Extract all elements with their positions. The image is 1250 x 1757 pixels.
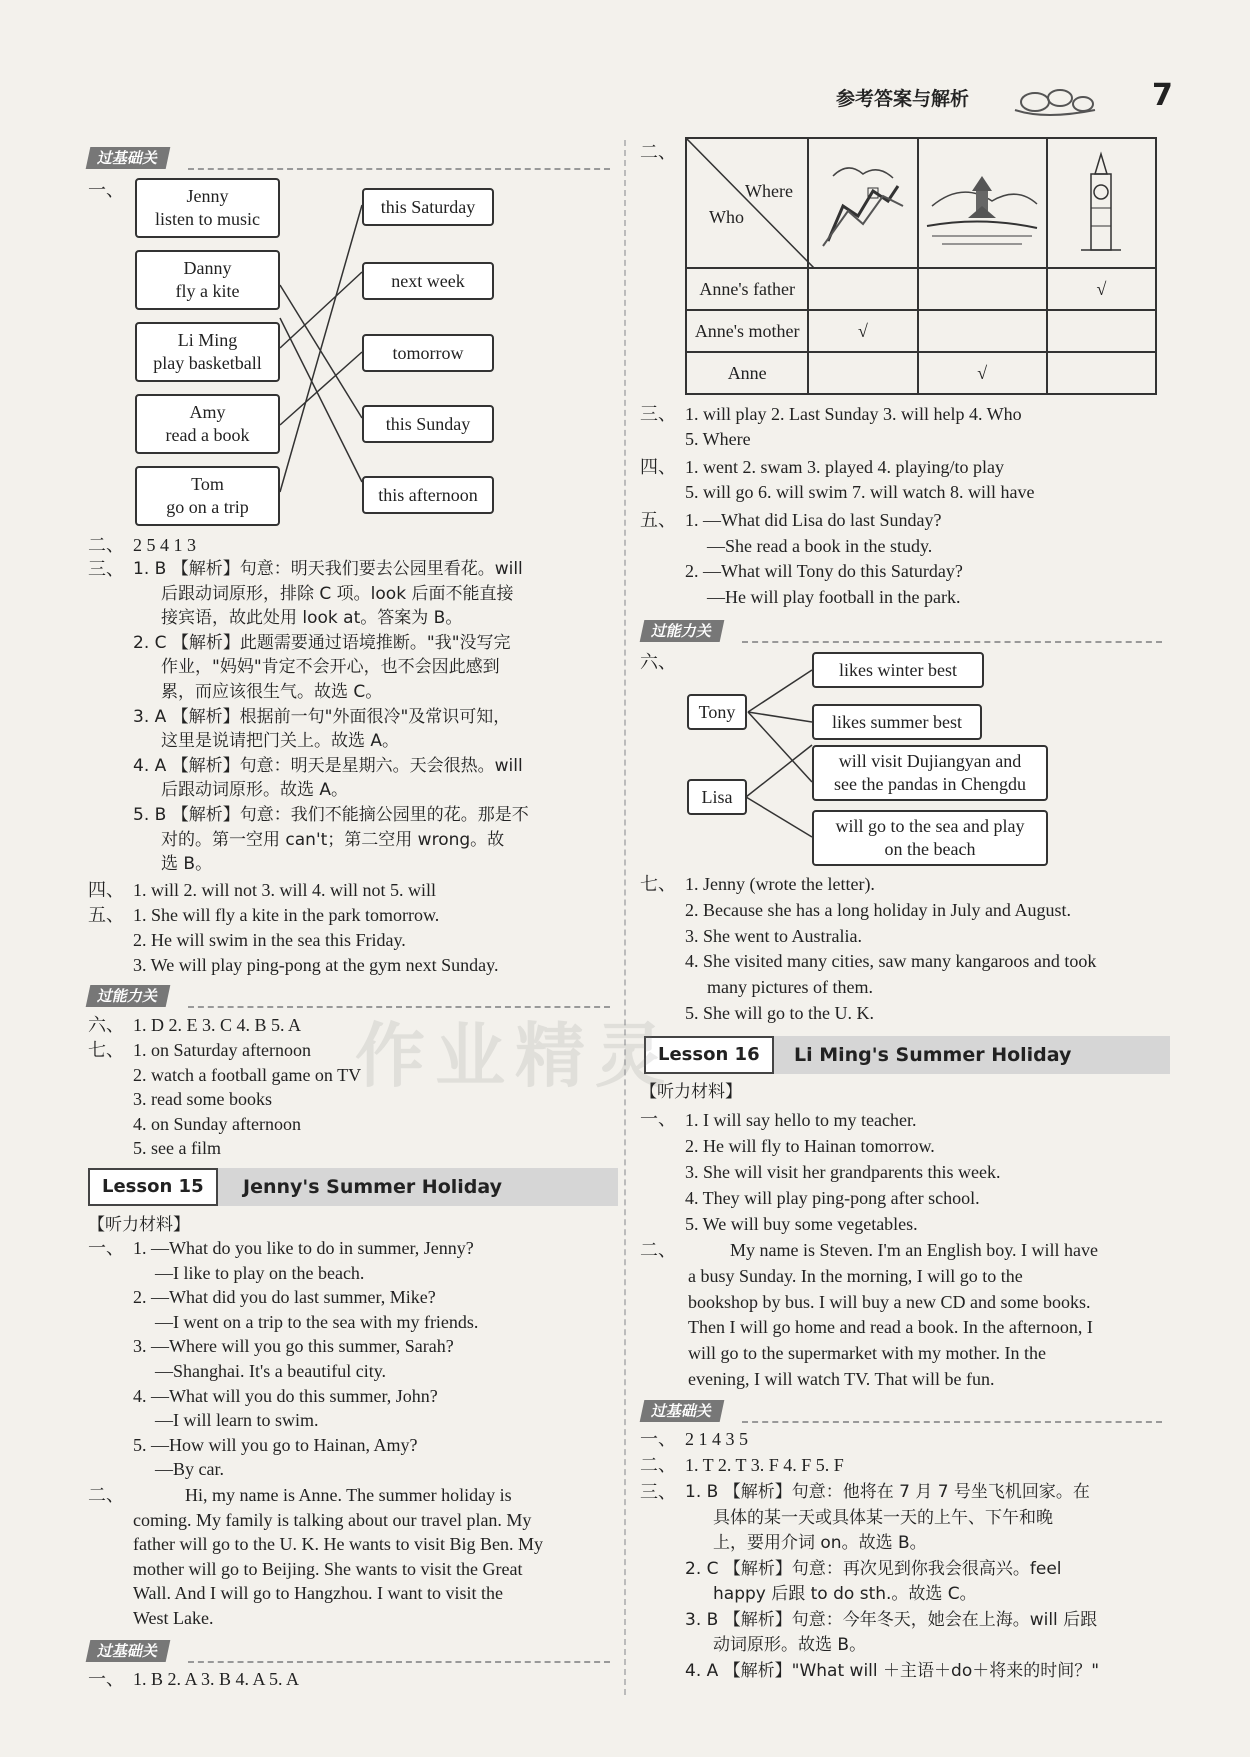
l16-line: 3. She will visit her grandparents this week. bbox=[685, 1162, 1001, 1182]
l15-ans1-number: 一、 bbox=[88, 1669, 124, 1689]
l16-a3-line: 动词原形。故选 B。 bbox=[713, 1635, 867, 1655]
time-box: this Saturday bbox=[362, 188, 494, 226]
q3-line: 这里是说请把门关上。故选 A。 bbox=[161, 731, 400, 752]
r-q7-block bbox=[685, 872, 1096, 1027]
passage-line: My name is Steven. I'm an English boy. I will have bbox=[730, 1240, 1099, 1260]
dialog-line: 2. —What did you do last summer, Mike? bbox=[133, 1287, 436, 1308]
check-cell: √ bbox=[1047, 268, 1156, 310]
q2-number: 二、 bbox=[88, 535, 124, 555]
q3-line: 1. B 【解析】句意：明天我们要去公园里看花。will bbox=[133, 559, 523, 579]
r-q7-line: 2. Because she has a long holiday in July and August. bbox=[685, 899, 1071, 920]
passage-line: bookshop by bus. I will buy a new CD and some books. bbox=[688, 1291, 1091, 1312]
q3-line: 3. A 【解析】根据前一句"外面很冷"及常识可知， bbox=[133, 706, 511, 727]
r-q3-line: 1. will play 2. Last Sunday 3. will help 4. Who bbox=[685, 404, 1022, 424]
listening-1-block bbox=[133, 1236, 478, 1482]
q3-number: 三、 bbox=[88, 559, 124, 579]
r-q7-number: 七、 bbox=[640, 874, 676, 894]
person-name: Li Ming bbox=[177, 330, 238, 350]
l16-line: 2. He will fly to Hainan tomorrow. bbox=[685, 1136, 935, 1156]
listening-label: 【听力材料】 bbox=[640, 1082, 742, 1102]
q6-item-text: will go to the sea and play bbox=[835, 816, 1025, 836]
person-activity: play basketball bbox=[153, 353, 262, 373]
lesson-15-tag: Lesson 15 bbox=[88, 1168, 218, 1206]
l16-a3-line: 2. C 【解析】句意：再次见到你我会很高兴。feel bbox=[685, 1558, 1062, 1579]
section-tag-ability: 过能力关 bbox=[86, 985, 171, 1007]
q7-line: 2. watch a football game on TV bbox=[133, 1064, 362, 1085]
person-activity: listen to music bbox=[155, 209, 260, 229]
person-activity: read a book bbox=[165, 425, 250, 445]
q7-line: 1. on Saturday afternoon bbox=[133, 1040, 311, 1060]
q3-line: 对的。第一空用 can't；第二空用 wrong。故 bbox=[161, 829, 505, 850]
q3-line: 后跟动词原形，排除 C 项。look 后面不能直接 bbox=[161, 583, 514, 604]
r-q5-line: 1. —What did Lisa do last Sunday? bbox=[685, 510, 942, 530]
section-tag-basic: 过基础关 bbox=[86, 1640, 171, 1662]
dialog-line: —I went on a trip to the sea with my friends. bbox=[155, 1311, 479, 1332]
r-q4-line: 5. will go 6. will swim 7. will watch 8. will have bbox=[685, 482, 1035, 502]
q6-item-box bbox=[812, 745, 1048, 801]
q5-line: 3. We will play ping-pong at the gym next Sunday. bbox=[133, 955, 499, 975]
q6-item-text: see the pandas in Chengdu bbox=[834, 774, 1026, 794]
section-line bbox=[188, 1661, 610, 1663]
r-q4-number: 四、 bbox=[640, 457, 676, 477]
l16-a2: 1. T 2. T 3. F 4. F 5. F bbox=[685, 1455, 844, 1475]
q6-answer: 1. D 2. E 3. C 4. B 5. A bbox=[133, 1015, 302, 1035]
q3-line: 累，而应该很生气。故选 C。 bbox=[161, 681, 383, 702]
passage-line: Then I will go home and read a book. In the afternoon, I bbox=[688, 1317, 1093, 1338]
header-where: Where bbox=[745, 181, 793, 201]
dialog-line: —I will learn to swim. bbox=[155, 1410, 319, 1431]
r-q7-line: 3. She went to Australia. bbox=[685, 925, 862, 946]
l16-a3-block bbox=[685, 1480, 1175, 1684]
r-q7-line: 1. Jenny (wrote the letter). bbox=[685, 874, 875, 894]
q3-line: 接宾语，故此处用 look at。答案为 B。 bbox=[161, 608, 463, 629]
q7-block bbox=[133, 1038, 361, 1161]
page-number: 7 bbox=[1152, 78, 1173, 113]
lesson-16-title: Li Ming's Summer Holiday bbox=[794, 1044, 1072, 1066]
passage-line: evening, I will watch TV. That will be fun. bbox=[688, 1368, 995, 1389]
l16-line: 4. They will play ping-pong after school. bbox=[685, 1188, 980, 1208]
r-q7-line: many pictures of them. bbox=[707, 977, 873, 998]
listening-2-passage bbox=[133, 1483, 618, 1631]
q5-line: 2. He will swim in the sea this Friday. bbox=[133, 930, 406, 950]
q7-line: 3. read some books bbox=[133, 1089, 272, 1109]
time-box: next week bbox=[362, 262, 494, 300]
q6-item-text: will visit Dujiangyan and bbox=[838, 751, 1022, 771]
r-q6-number: 六、 bbox=[640, 652, 676, 672]
l16-a3-line: happy 后跟 to do sth.。故选 C。 bbox=[713, 1584, 977, 1604]
l16-a3-line: 4. A 【解析】"What will ＋主语＋do＋将来的时间？" bbox=[685, 1660, 1100, 1681]
q3-line: 选 B。 bbox=[161, 854, 213, 875]
time-box: this afternoon bbox=[362, 476, 494, 514]
l16-line: 5. We will buy some vegetables. bbox=[685, 1214, 918, 1234]
l16-a2-number: 二、 bbox=[640, 1455, 676, 1475]
row-who: Anne bbox=[686, 352, 808, 394]
passage-line: mother will go to Beijing. She wants to visit the Great bbox=[133, 1558, 523, 1579]
dialog-line: 1. —What do you like to do in summer, Jenny? bbox=[133, 1238, 474, 1258]
r-q5-line: —He will play football in the park. bbox=[707, 586, 961, 607]
person-activity: fly a kite bbox=[175, 281, 240, 301]
person-name: Jenny bbox=[186, 186, 229, 206]
q3-line: 后跟动词原形。故选 A。 bbox=[161, 780, 349, 801]
person-name: Tom bbox=[191, 474, 224, 494]
dialog-line: —I like to play on the beach. bbox=[155, 1262, 365, 1283]
q5-line: 1. She will fly a kite in the park tomorrow. bbox=[133, 905, 440, 925]
time-box: this Sunday bbox=[362, 405, 494, 443]
l16-listening-2-number: 二、 bbox=[640, 1240, 676, 1260]
q3-line: 4. A 【解析】句意：明天是星期六。天会很热。will bbox=[133, 755, 523, 776]
check-cell: √ bbox=[918, 352, 1047, 394]
lesson-15-title: Jenny's Summer Holiday bbox=[243, 1176, 503, 1198]
time-box: tomorrow bbox=[362, 334, 494, 372]
r-q5-line: —She read a book in the study. bbox=[707, 535, 933, 556]
passage-line: father will go to the U. K. He wants to visit Big Ben. My bbox=[133, 1534, 543, 1555]
l16-a3-line: 1. B 【解析】句意：他将在 7 月 7 号坐飞机回家。在 bbox=[685, 1482, 1090, 1502]
l16-listening-2-passage bbox=[688, 1238, 1168, 1393]
listening-2-number: 二、 bbox=[88, 1485, 124, 1505]
l16-a3-line: 3. B 【解析】句意：今年冬天，她会在上海。will 后跟 bbox=[685, 1609, 1098, 1630]
passage-line: West Lake. bbox=[133, 1607, 214, 1628]
l16-a3-line: 具体的某一天或具体某一天的上午、下午和晚 bbox=[713, 1507, 1053, 1528]
q5-block bbox=[133, 903, 499, 978]
section-tag-ability: 过能力关 bbox=[640, 620, 725, 642]
passage-line: will go to the supermarket with my mother. In the bbox=[688, 1343, 1046, 1364]
passage-line: a busy Sunday. In the morning, I will go to the bbox=[688, 1265, 1023, 1286]
dialog-line: —Shanghai. It's a beautiful city. bbox=[155, 1360, 387, 1381]
section-tag-basic: 过基础关 bbox=[86, 147, 171, 169]
q7-line: 5. see a film bbox=[133, 1138, 221, 1158]
l16-listening-1-block bbox=[685, 1107, 1000, 1237]
q4-answer: 1. will 2. will not 3. will 4. will not 5. will bbox=[133, 880, 437, 900]
name-box-tony: Tony bbox=[687, 694, 747, 730]
listening-1-number: 一、 bbox=[88, 1238, 124, 1258]
r-q7-line: 5. She will go to the U. K. bbox=[685, 1002, 874, 1023]
lesson-15-header bbox=[88, 1168, 618, 1206]
l16-line: 1. I will say hello to my teacher. bbox=[685, 1110, 917, 1130]
r-q5-number: 五、 bbox=[640, 510, 676, 530]
person-activity: go on a trip bbox=[166, 497, 249, 517]
passage-line: coming. My family is talking about our travel plan. My bbox=[133, 1509, 532, 1530]
l16-a3-number: 三、 bbox=[640, 1482, 676, 1502]
r-q5-line: 2. —What will Tony do this Saturday? bbox=[685, 561, 963, 581]
watermark: 作业精灵 bbox=[355, 1015, 675, 1097]
dialog-line: 5. —How will you go to Hainan, Amy? bbox=[133, 1434, 418, 1455]
l16-a1-number: 一、 bbox=[640, 1429, 676, 1449]
check-cell: √ bbox=[808, 310, 917, 352]
dialog-line: 3. —Where will you go this summer, Sarah? bbox=[133, 1336, 454, 1357]
q2-answer: 2 5 4 1 3 bbox=[133, 535, 196, 555]
q7-number: 七、 bbox=[88, 1040, 124, 1060]
q3-line: 2. C 【解析】此题需要通过语境推断。"我"没写完 bbox=[133, 632, 511, 653]
q7-line: 4. on Sunday afternoon bbox=[133, 1113, 301, 1134]
passage-line: Wall. And I will go to Hangzhou. I want to visit the bbox=[133, 1583, 504, 1604]
q6-item-box: likes winter best bbox=[812, 652, 984, 688]
row-who: Anne's father bbox=[686, 268, 808, 310]
q6-item-text: on the beach bbox=[884, 839, 976, 859]
passage-line: Hi, my name is Anne. The summer holiday is bbox=[185, 1485, 512, 1505]
header-title: 参考答案与解析 bbox=[836, 88, 970, 110]
l16-listening-1-number: 一、 bbox=[640, 1109, 676, 1129]
q5-number: 五、 bbox=[88, 905, 124, 925]
lesson-16-header bbox=[644, 1036, 1170, 1074]
r-q7-line: 4. She visited many cities, saw many kangaroos and took bbox=[685, 951, 1097, 972]
r-q3-line: 5. Where bbox=[685, 428, 751, 449]
q6-number: 六、 bbox=[88, 1015, 124, 1035]
section-tag-basic: 过基础关 bbox=[640, 1400, 725, 1422]
lesson-16-tag: Lesson 16 bbox=[644, 1036, 774, 1074]
q4-number: 四、 bbox=[88, 880, 124, 900]
q3-line: 作业，"妈妈"肯定不会开心，也不会因此感到 bbox=[161, 657, 500, 678]
q3-line: 5. B 【解析】句意：我们不能摘公园里的花。那是不 bbox=[133, 804, 529, 825]
q6-item-box bbox=[812, 810, 1048, 866]
r-q4-line: 1. went 2. swam 3. played 4. playing/to play bbox=[685, 457, 1004, 477]
person-name: Amy bbox=[189, 402, 226, 422]
r-q3-number: 三、 bbox=[640, 404, 676, 424]
row-who: Anne's mother bbox=[686, 310, 808, 352]
l15-ans1: 1. B 2. A 3. B 4. A 5. A bbox=[133, 1669, 300, 1689]
q6-item-box: likes summer best bbox=[812, 704, 982, 740]
q1-number: 一、 bbox=[88, 180, 124, 200]
dialog-line: 4. —What will you do this summer, John? bbox=[133, 1385, 438, 1406]
l16-a1: 2 1 4 3 5 bbox=[685, 1429, 748, 1449]
r-q2-number: 二、 bbox=[640, 142, 676, 162]
l16-a3-line: 上，要用介词 on。故选 B。 bbox=[713, 1533, 927, 1553]
person-name: Danny bbox=[183, 258, 232, 278]
dialog-line: —By car. bbox=[155, 1459, 224, 1480]
name-box-lisa: Lisa bbox=[687, 779, 747, 815]
listening-label: 【听力材料】 bbox=[88, 1215, 190, 1235]
header-who: Who bbox=[709, 207, 744, 227]
section-line bbox=[742, 1421, 1162, 1423]
